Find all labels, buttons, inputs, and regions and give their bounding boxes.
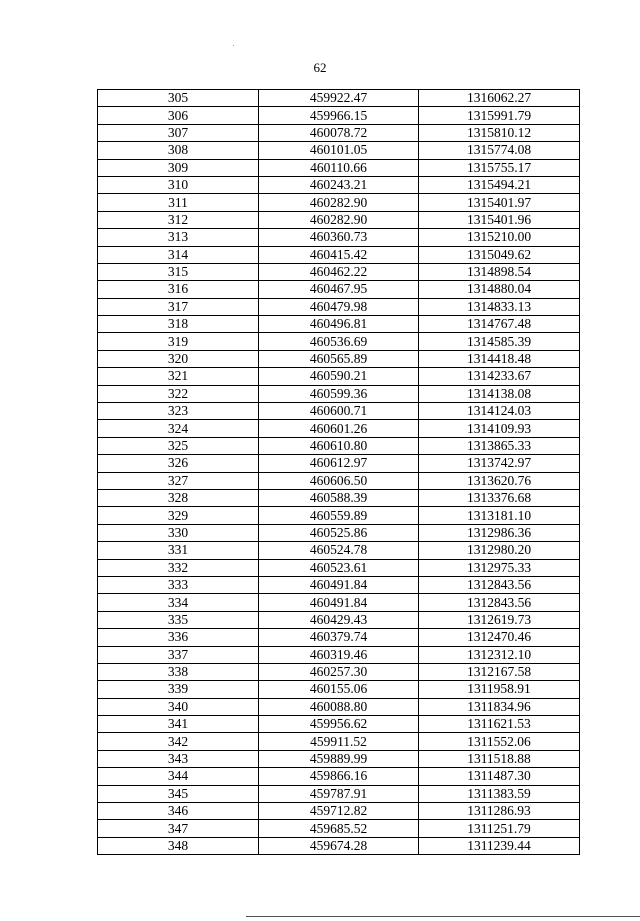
table-row — [98, 768, 580, 785]
y-coordinate-cell: 1312167.58 — [419, 663, 580, 680]
table-row — [98, 333, 580, 350]
point-number-cell: 347 — [98, 820, 259, 837]
table-row — [98, 733, 580, 750]
y-coordinate-cell: 1314418.48 — [419, 350, 580, 367]
x-coordinate-cell: 459922.47 — [259, 90, 419, 107]
table-row — [98, 576, 580, 593]
x-coordinate-cell: 460588.39 — [259, 489, 419, 506]
table-row — [98, 420, 580, 437]
x-coordinate-cell: 460523.61 — [259, 559, 419, 576]
y-coordinate-cell: 1315401.97 — [419, 194, 580, 211]
x-coordinate-cell: 460257.30 — [259, 663, 419, 680]
table-row — [98, 246, 580, 263]
point-number-cell: 321 — [98, 368, 259, 385]
point-number-cell: 336 — [98, 629, 259, 646]
x-coordinate-cell: 460606.50 — [259, 472, 419, 489]
table-row — [98, 646, 580, 663]
y-coordinate-cell: 1311251.79 — [419, 820, 580, 837]
x-coordinate-cell: 460600.71 — [259, 403, 419, 420]
x-coordinate-cell: 460590.21 — [259, 368, 419, 385]
table-row — [98, 472, 580, 489]
point-number-cell: 325 — [98, 437, 259, 454]
table-row — [98, 489, 580, 506]
x-coordinate-cell: 460559.89 — [259, 507, 419, 524]
y-coordinate-cell: 1311383.59 — [419, 785, 580, 802]
table-row — [98, 90, 580, 107]
x-coordinate-cell: 460282.90 — [259, 211, 419, 228]
y-coordinate-cell: 1313181.10 — [419, 507, 580, 524]
table-row — [98, 681, 580, 698]
point-number-cell: 344 — [98, 768, 259, 785]
y-coordinate-cell: 1315494.21 — [419, 176, 580, 193]
y-coordinate-cell: 1314138.08 — [419, 385, 580, 402]
x-coordinate-cell: 460491.84 — [259, 594, 419, 611]
y-coordinate-cell: 1312843.56 — [419, 576, 580, 593]
point-number-cell: 327 — [98, 472, 259, 489]
y-coordinate-cell: 1314898.54 — [419, 263, 580, 280]
x-coordinate-cell: 460599.36 — [259, 385, 419, 402]
table-row — [98, 611, 580, 628]
y-coordinate-cell: 1314109.93 — [419, 420, 580, 437]
point-number-cell: 337 — [98, 646, 259, 663]
table-row — [98, 698, 580, 715]
point-number-cell: 332 — [98, 559, 259, 576]
table-row — [98, 368, 580, 385]
table-row — [98, 524, 580, 541]
point-number-cell: 305 — [98, 90, 259, 107]
y-coordinate-cell: 1311552.06 — [419, 733, 580, 750]
y-coordinate-cell: 1311621.53 — [419, 716, 580, 733]
y-coordinate-cell: 1315049.62 — [419, 246, 580, 263]
x-coordinate-cell: 459866.16 — [259, 768, 419, 785]
y-coordinate-cell: 1312980.20 — [419, 542, 580, 559]
table-row — [98, 785, 580, 802]
y-coordinate-cell: 1311518.88 — [419, 750, 580, 767]
point-number-cell: 317 — [98, 298, 259, 315]
x-coordinate-cell: 459966.15 — [259, 107, 419, 124]
x-coordinate-cell: 460601.26 — [259, 420, 419, 437]
table-row — [98, 629, 580, 646]
point-number-cell: 331 — [98, 542, 259, 559]
y-coordinate-cell: 1314767.48 — [419, 316, 580, 333]
y-coordinate-cell: 1311487.30 — [419, 768, 580, 785]
y-coordinate-cell: 1315755.17 — [419, 159, 580, 176]
table-row — [98, 142, 580, 159]
point-number-cell: 322 — [98, 385, 259, 402]
table-row — [98, 281, 580, 298]
x-coordinate-cell: 460243.21 — [259, 176, 419, 193]
x-coordinate-cell: 459911.52 — [259, 733, 419, 750]
x-coordinate-cell: 460319.46 — [259, 646, 419, 663]
table-row — [98, 837, 580, 854]
x-coordinate-cell: 460101.05 — [259, 142, 419, 159]
table-row — [98, 750, 580, 767]
y-coordinate-cell: 1315210.00 — [419, 229, 580, 246]
point-number-cell: 311 — [98, 194, 259, 211]
y-coordinate-cell: 1315810.12 — [419, 124, 580, 141]
x-coordinate-cell: 460155.06 — [259, 681, 419, 698]
table-row — [98, 803, 580, 820]
point-number-cell: 313 — [98, 229, 259, 246]
y-coordinate-cell: 1311239.44 — [419, 837, 580, 854]
scan-speck — [233, 45, 234, 46]
point-number-cell: 334 — [98, 594, 259, 611]
y-coordinate-cell: 1313742.97 — [419, 455, 580, 472]
x-coordinate-cell: 459889.99 — [259, 750, 419, 767]
table-row — [98, 663, 580, 680]
point-number-cell: 348 — [98, 837, 259, 854]
point-number-cell: 320 — [98, 350, 259, 367]
point-number-cell: 341 — [98, 716, 259, 733]
x-coordinate-cell: 460467.95 — [259, 281, 419, 298]
table-row — [98, 455, 580, 472]
point-number-cell: 308 — [98, 142, 259, 159]
y-coordinate-cell: 1312975.33 — [419, 559, 580, 576]
x-coordinate-cell: 460565.89 — [259, 350, 419, 367]
y-coordinate-cell: 1315401.96 — [419, 211, 580, 228]
y-coordinate-cell: 1313620.76 — [419, 472, 580, 489]
table-row — [98, 124, 580, 141]
point-number-cell: 310 — [98, 176, 259, 193]
y-coordinate-cell: 1313865.33 — [419, 437, 580, 454]
x-coordinate-cell: 459674.28 — [259, 837, 419, 854]
page-number: 62 — [313, 60, 327, 75]
point-number-cell: 324 — [98, 420, 259, 437]
table-row — [98, 298, 580, 315]
x-coordinate-cell: 460379.74 — [259, 629, 419, 646]
point-number-cell: 330 — [98, 524, 259, 541]
point-number-cell: 316 — [98, 281, 259, 298]
table-row — [98, 176, 580, 193]
table-row — [98, 403, 580, 420]
point-number-cell: 329 — [98, 507, 259, 524]
point-number-cell: 307 — [98, 124, 259, 141]
point-number-cell: 338 — [98, 663, 259, 680]
x-coordinate-cell: 460360.73 — [259, 229, 419, 246]
y-coordinate-cell: 1315991.79 — [419, 107, 580, 124]
y-coordinate-cell: 1311286.93 — [419, 803, 580, 820]
y-coordinate-cell: 1315774.08 — [419, 142, 580, 159]
x-coordinate-cell: 460525.86 — [259, 524, 419, 541]
y-coordinate-cell: 1314880.04 — [419, 281, 580, 298]
point-number-cell: 319 — [98, 333, 259, 350]
x-coordinate-cell: 460612.97 — [259, 455, 419, 472]
table-row — [98, 716, 580, 733]
y-coordinate-cell: 1312470.46 — [419, 629, 580, 646]
point-number-cell: 342 — [98, 733, 259, 750]
table-row — [98, 437, 580, 454]
point-number-cell: 333 — [98, 576, 259, 593]
x-coordinate-cell: 460610.80 — [259, 437, 419, 454]
x-coordinate-cell: 460462.22 — [259, 263, 419, 280]
point-number-cell: 339 — [98, 681, 259, 698]
y-coordinate-cell: 1312619.73 — [419, 611, 580, 628]
point-number-cell: 328 — [98, 489, 259, 506]
x-coordinate-cell: 460088.80 — [259, 698, 419, 715]
x-coordinate-cell: 460429.43 — [259, 611, 419, 628]
point-number-cell: 343 — [98, 750, 259, 767]
table-row — [98, 229, 580, 246]
point-number-cell: 345 — [98, 785, 259, 802]
x-coordinate-cell: 460415.42 — [259, 246, 419, 263]
y-coordinate-cell: 1312312.10 — [419, 646, 580, 663]
x-coordinate-cell: 459956.62 — [259, 716, 419, 733]
table-row — [98, 350, 580, 367]
y-coordinate-cell: 1314585.39 — [419, 333, 580, 350]
x-coordinate-cell: 460536.69 — [259, 333, 419, 350]
x-coordinate-cell: 459712.82 — [259, 803, 419, 820]
table-row — [98, 316, 580, 333]
point-number-cell: 340 — [98, 698, 259, 715]
y-coordinate-cell: 1311834.96 — [419, 698, 580, 715]
point-number-cell: 315 — [98, 263, 259, 280]
table-row — [98, 159, 580, 176]
point-number-cell: 306 — [98, 107, 259, 124]
table-row — [98, 559, 580, 576]
point-number-cell: 318 — [98, 316, 259, 333]
y-coordinate-cell: 1311958.91 — [419, 681, 580, 698]
point-number-cell: 323 — [98, 403, 259, 420]
table-row — [98, 211, 580, 228]
coordinates-table — [97, 89, 580, 855]
y-coordinate-cell: 1316062.27 — [419, 90, 580, 107]
point-number-cell: 335 — [98, 611, 259, 628]
x-coordinate-cell: 460496.81 — [259, 316, 419, 333]
x-coordinate-cell: 460078.72 — [259, 124, 419, 141]
table-row — [98, 385, 580, 402]
y-coordinate-cell: 1314833.13 — [419, 298, 580, 315]
table-row — [98, 542, 580, 559]
table-row — [98, 820, 580, 837]
x-coordinate-cell: 460524.78 — [259, 542, 419, 559]
coordinates-table-body — [98, 90, 580, 855]
table-row — [98, 194, 580, 211]
x-coordinate-cell: 460491.84 — [259, 576, 419, 593]
point-number-cell: 312 — [98, 211, 259, 228]
bottom-rule — [246, 916, 640, 917]
y-coordinate-cell: 1312986.36 — [419, 524, 580, 541]
y-coordinate-cell: 1314233.67 — [419, 368, 580, 385]
table-row — [98, 594, 580, 611]
x-coordinate-cell: 459685.52 — [259, 820, 419, 837]
point-number-cell: 346 — [98, 803, 259, 820]
table-row — [98, 507, 580, 524]
x-coordinate-cell: 459787.91 — [259, 785, 419, 802]
table-row — [98, 263, 580, 280]
y-coordinate-cell: 1312843.56 — [419, 594, 580, 611]
x-coordinate-cell: 460110.66 — [259, 159, 419, 176]
point-number-cell: 309 — [98, 159, 259, 176]
x-coordinate-cell: 460282.90 — [259, 194, 419, 211]
table-row — [98, 107, 580, 124]
x-coordinate-cell: 460479.98 — [259, 298, 419, 315]
y-coordinate-cell: 1313376.68 — [419, 489, 580, 506]
point-number-cell: 326 — [98, 455, 259, 472]
point-number-cell: 314 — [98, 246, 259, 263]
y-coordinate-cell: 1314124.03 — [419, 403, 580, 420]
